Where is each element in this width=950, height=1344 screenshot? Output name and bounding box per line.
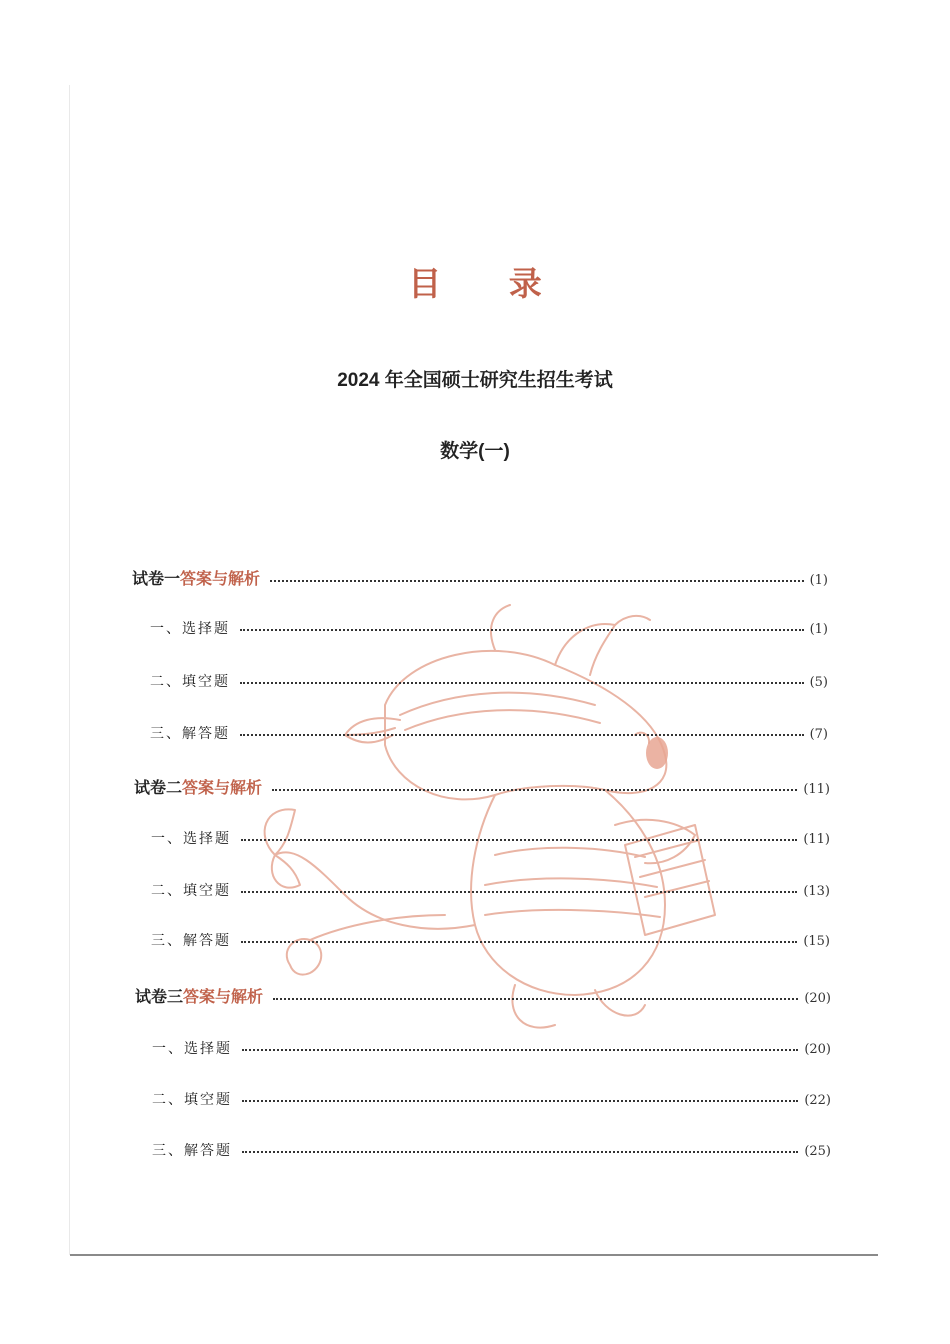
subject-title: 数学(一) [440,441,510,462]
toc-page-number: (1) [809,573,828,588]
toc-leader-dots [272,788,797,791]
toc-page-number: (20) [804,1042,831,1057]
toc-item[interactable] [151,828,830,854]
toc-section-label: 试卷三答案与解析 [135,989,264,1006]
toc-page-number: (13) [803,884,830,899]
toc-page-number: (5) [809,675,828,690]
toc-page-number: (22) [804,1093,831,1108]
bottom-rule [70,1254,878,1256]
toc-leader-dots [241,890,797,893]
toc-leader-dots [240,628,804,631]
toc-section-label: 试卷一答案与解析 [132,571,261,588]
toc-item-label: 一、选择题 [150,621,230,637]
toc-item-label: 三、解答题 [150,726,230,742]
toc-item[interactable] [151,880,830,906]
toc-item-label: 三、解答题 [152,1143,232,1159]
toc-item[interactable] [152,1140,831,1166]
toc-item-label: 二、填空题 [150,674,230,690]
toc-leader-dots [273,997,798,1000]
toc-section-label: 试卷二答案与解析 [134,780,263,797]
toc-page-number: (1) [809,622,828,637]
toc-page-number: (20) [804,991,831,1006]
toc-item[interactable] [151,930,830,956]
toc-leader-dots [240,733,804,736]
toc-leader-dots [270,579,804,582]
toc-item-label: 一、选择题 [151,831,231,847]
toc-leader-dots [241,838,797,841]
toc-page-number: (7) [809,727,828,742]
toc-section-3[interactable] [135,984,831,1010]
page-title: 目 录 [408,264,570,303]
toc-item[interactable] [152,1038,831,1064]
exam-title: 2024 年全国硕士研究生招生考试 [337,370,613,391]
toc-leader-dots [242,1048,798,1051]
toc-item-label: 二、填空题 [151,883,231,899]
toc-item[interactable] [150,618,828,644]
toc-page-number: (11) [803,832,830,847]
toc-item-label: 一、选择题 [152,1041,232,1057]
toc-item[interactable] [152,1089,831,1115]
toc-page-number: (25) [804,1144,831,1159]
toc-leader-dots [242,1099,798,1102]
toc-item[interactable] [150,723,828,749]
mascot-watermark [195,595,755,1045]
toc-page-number: (15) [803,934,830,949]
toc-item-label: 二、填空题 [152,1092,232,1108]
toc-leader-dots [240,681,804,684]
toc-item-label: 三、解答题 [151,933,231,949]
toc-page-number: (11) [803,782,830,797]
toc-section-2[interactable] [134,775,830,801]
toc-leader-dots [242,1150,798,1153]
toc-section-1[interactable] [132,566,828,592]
toc-item[interactable] [150,671,828,697]
toc-leader-dots [241,940,797,943]
